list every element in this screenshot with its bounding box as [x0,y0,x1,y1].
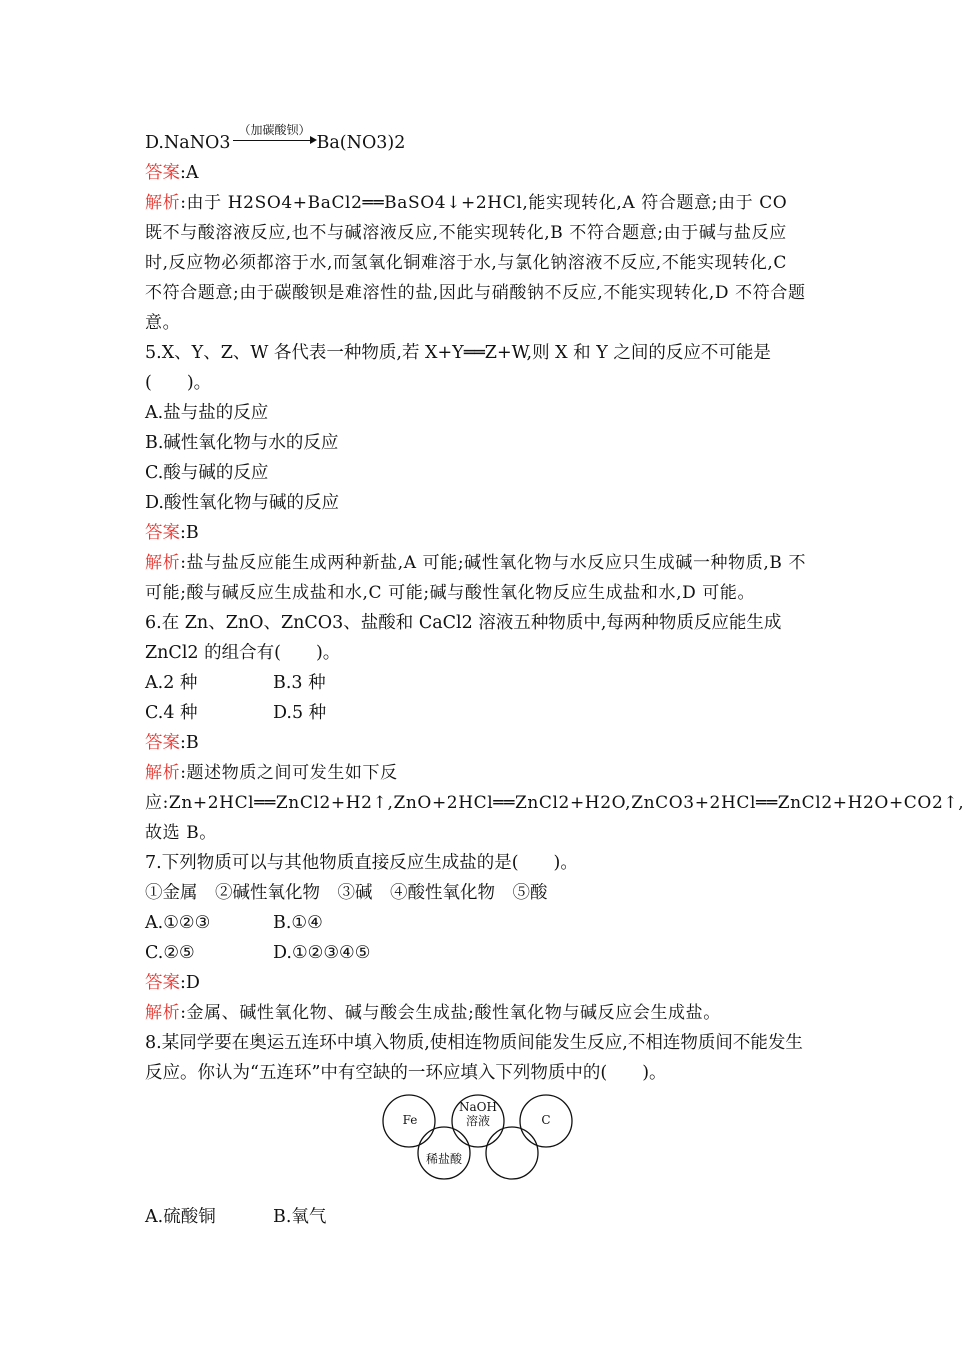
option-d-reactant: D.NaNO3 [145,133,231,153]
q4-option-d [145,123,810,158]
q7-options-row-1 [145,908,810,938]
q7-answer [145,968,810,998]
analysis-text: :由于 H2SO4+BaCl2══BaSO4↓+2HCl,能实现转化,A 符合题意;由于 CO 既不与酸溶液反应,也不与碱溶液反应,不能实现转化,B 不符合题意;由于碱与盐反应时,反应物必须都溶于水,而氢氧化铜难溶于水,与氯化钠溶液不反应,不能实现转化,C 不符合题意;由于碳酸钡是难溶性的盐,因此与硝酸钠不反应,不能实现转化,D 不符合题意。 [145,193,806,333]
q8-option-b: B.氧气 [273,1207,327,1227]
q6-option-a: A.2 种 [145,673,198,693]
question-content [145,123,964,1232]
analysis-label: 解析 [145,553,181,573]
q6-answer [145,728,810,758]
q5-option-c: C.酸与碱的反应 [145,463,269,483]
reaction-condition: （加碳酸钡） [238,123,311,137]
arrow-line [233,140,313,141]
answer-label: 答案 [145,733,180,753]
answer-value: :B [180,523,199,543]
reaction-arrow [231,123,317,150]
q7-option-b: B.①④ [273,913,323,933]
five-rings-diagram [382,1094,582,1194]
analysis-label: 解析 [145,193,181,213]
q4-analysis [145,188,810,338]
q7-items: ①金属 ②碱性氧化物 ③碱 ④酸性氧化物 ⑤酸 [145,883,548,903]
ring-label-fe: Fe [402,1113,418,1127]
ring-label-dilute-hcl: 稀盐酸 [425,1152,462,1166]
arrow-head-icon [310,136,317,144]
ring-label-solution: 溶液 [465,1114,490,1128]
q8-options-row-1 [145,1202,810,1232]
q6-options-row-2 [145,698,810,728]
answer-value: :A [180,163,199,183]
ring-label-naoh: NaOH [459,1100,497,1114]
answer-label: 答案 [145,973,180,993]
q5-option-b: B.碱性氧化物与水的反应 [145,433,339,453]
analysis-text: :金属、碱性氧化物、碱与酸会生成盐;酸性氧化物与碱反应会生成盐。 [180,1003,721,1023]
q6-option-c: C.4 种 [145,703,198,723]
q5-answer [145,518,810,548]
q7-option-d: D.①②③④⑤ [273,943,371,963]
option-d-product: Ba(NO3)2 [316,133,406,153]
analysis-text: :题述物质之间可发生如下反应:Zn+2HCl══ZnCl2+H2↑,ZnO+2HCl══ZnCl2+H2O,ZnCO3+2HCl══ZnCl2+H2O+CO2↑,故选 B。 [145,763,964,843]
q6-stem: 6.在 Zn、ZnO、ZnCO3、盐酸和 CaCl2 溶液五种物质中,每两种物质反应能生成 ZnCl2 的组合有( )。 [145,613,782,663]
answer-value: :D [180,973,200,993]
q6-option-d: D.5 种 [273,703,327,723]
analysis-label: 解析 [145,1003,181,1023]
q8-option-a: A.硫酸铜 [145,1207,216,1227]
q7-options-row-2 [145,938,810,968]
q5-option-a: A.盐与盐的反应 [145,403,269,423]
analysis-text: :盐与盐反应能生成两种新盐,A 可能;碱性氧化物与水反应只生成碱一种物质,B 不可能;酸与碱反应生成盐和水,C 可能;碱与酸性氧化物反应生成盐和水,D 可能。 [145,553,807,603]
q7-stem: 7.下列物质可以与其他物质直接反应生成盐的是( )。 [145,853,578,873]
q6-options-row-1 [145,668,810,698]
answer-label: 答案 [145,163,180,183]
q6-option-b: B.3 种 [273,673,326,693]
q8-stem: 8.某同学要在奥运五连环中填入物质,使相连物质间能发生反应,不相连物质间不能发生反应。你认为“五连环”中有空缺的一环应填入下列物质中的( )。 [145,1033,803,1083]
q7-analysis [145,998,810,1028]
q5-option-d: D.酸性氧化物与碱的反应 [145,493,339,513]
q4-answer [145,158,810,188]
q7-option-a: A.①②③ [145,913,211,933]
ring-label-c: C [541,1113,551,1127]
ring-blank [486,1127,538,1179]
q5-analysis [145,548,810,608]
answer-value: :B [180,733,199,753]
q7-option-c: C.②⑤ [145,943,195,963]
q6-analysis [145,758,964,848]
q5-stem: 5.X、Y、Z、W 各代表一种物质,若 X+Y══Z+W,则 X 和 Y 之间的反应不可能是( )。 [145,343,771,393]
answer-label: 答案 [145,523,180,543]
analysis-label: 解析 [145,763,181,783]
